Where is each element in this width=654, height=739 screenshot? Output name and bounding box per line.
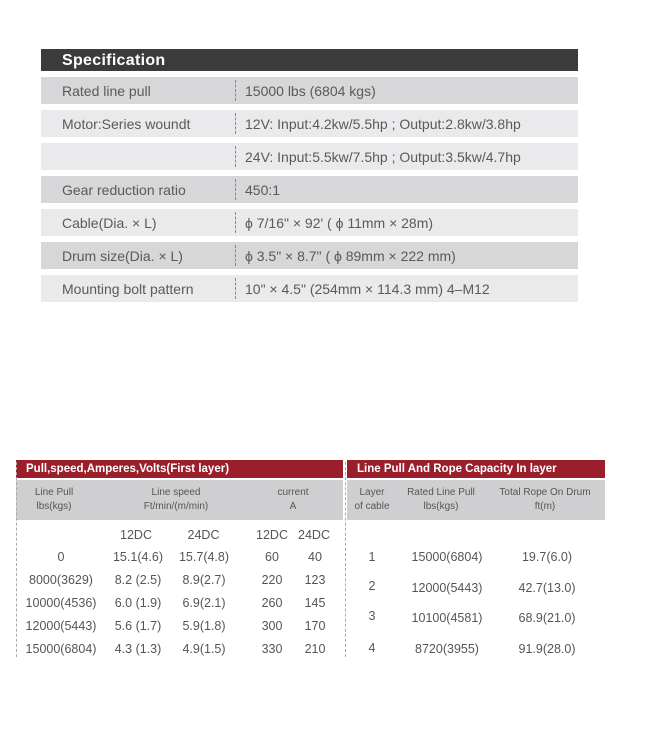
table-cell: 91.9(28.0) — [518, 642, 576, 656]
pull-table-header — [16, 480, 343, 520]
header-rated-unit: lbs(kgs) — [423, 501, 459, 512]
table-cell: 60 — [265, 550, 279, 564]
table-cell: 42.7(13.0) — [518, 581, 576, 595]
table-cell: 123 — [304, 573, 326, 587]
header-current-unit: A — [289, 501, 297, 512]
spec-label: Cable(Dia. × L) — [62, 215, 157, 231]
table-cell: 40 — [308, 550, 322, 564]
spec-value: 24V: Input:5.5kw/7.5hp ; Output:3.5kw/4.7hp — [245, 149, 521, 165]
table-cell: 8.9(2.7) — [182, 573, 226, 587]
header-total-unit: ft(m) — [534, 501, 556, 512]
table-cell: 12000(5443) — [25, 619, 97, 633]
table-cell: 260 — [261, 596, 283, 610]
table-cell: 5.9(1.8) — [182, 619, 226, 633]
header-line-speed: Line speed — [151, 487, 201, 498]
spec-divider — [235, 212, 236, 233]
spec-divider — [235, 80, 236, 101]
header-total-rope: Total Rope On Drum — [499, 487, 591, 498]
table-cell: 6.9(2.1) — [182, 596, 226, 610]
left-dashed-border — [16, 462, 17, 657]
spec-row-gear-ratio — [41, 176, 578, 203]
spec-value: ϕ 7/16" × 92' ( ϕ 11mm × 28m) — [245, 215, 434, 231]
spec-label: Rated line pull — [62, 83, 151, 99]
table-cell: 3 — [368, 609, 376, 623]
rope-table-header — [347, 480, 605, 520]
pull-table-body — [16, 520, 343, 660]
spec-row-cable — [41, 209, 578, 236]
middle-dashed-border — [345, 462, 346, 657]
spec-value: 450:1 — [245, 182, 281, 198]
header-line-pull: Line Pull — [34, 487, 74, 498]
spec-row-motor-12v — [41, 110, 578, 137]
spec-divider — [235, 179, 236, 200]
table-cell: 15.7(4.8) — [178, 550, 230, 564]
specification-table — [41, 49, 578, 302]
spec-value: 10" × 4.5" (254mm × 114.3 mm) 4–M12 — [245, 281, 490, 297]
table-cell: 210 — [304, 642, 326, 656]
table-cell: 0 — [57, 550, 65, 564]
table-cell: 8.2 (2.5) — [114, 573, 162, 587]
header-layer: Layer — [359, 487, 385, 498]
header-line-speed-unit: Ft/min/(m/min) — [143, 501, 209, 512]
table-cell: 12000(5443) — [411, 581, 483, 595]
table-cell: 220 — [261, 573, 283, 587]
spec-label: Motor:Series woundt — [62, 116, 191, 132]
table-cell: 4.9(1.5) — [182, 642, 226, 656]
table-cell: 145 — [304, 596, 326, 610]
header-line-pull-unit: lbs(kgs) — [36, 501, 72, 512]
spec-title: Specification — [41, 49, 578, 71]
spec-row-rated-line-pull — [41, 77, 578, 104]
pull-speed-table — [16, 460, 343, 660]
table-cell: 15.1(4.6) — [112, 550, 164, 564]
table-cell: 10000(4536) — [25, 596, 97, 610]
spec-divider — [235, 113, 236, 134]
spec-value: 15000 lbs (6804 kgs) — [245, 83, 376, 99]
spec-value: ϕ 3.5" × 8.7" ( ϕ 89mm × 222 mm) — [245, 248, 456, 264]
table-cell: 1 — [368, 550, 376, 564]
subheader-12dc-current: 12DC — [256, 528, 288, 542]
spec-label: Drum size(Dia. × L) — [62, 248, 183, 264]
spec-row-motor-24v — [41, 143, 578, 170]
pull-table-title: Pull,speed,Amperes,Volts(First layer) — [16, 460, 343, 478]
table-cell: 6.0 (1.9) — [114, 596, 162, 610]
subheader-24dc-speed: 24DC — [187, 528, 220, 542]
spec-divider — [235, 146, 236, 167]
rope-table-title: Line Pull And Rope Capacity In layer — [347, 460, 605, 478]
spec-divider — [235, 278, 236, 299]
subheader-24dc-current: 24DC — [298, 528, 330, 542]
table-cell: 15000(6804) — [411, 550, 483, 564]
spec-divider — [235, 245, 236, 266]
table-cell: 5.6 (1.7) — [114, 619, 162, 633]
header-layer-unit: of cable — [354, 501, 390, 512]
spec-label: Gear reduction ratio — [62, 182, 186, 198]
table-cell: 4 — [368, 641, 376, 655]
table-cell: 330 — [261, 642, 283, 656]
table-cell: 19.7(6.0) — [521, 550, 573, 564]
table-cell: 8000(3629) — [29, 573, 93, 587]
table-cell: 300 — [261, 619, 283, 633]
spec-row-drum-size — [41, 242, 578, 269]
table-cell: 170 — [304, 619, 326, 633]
table-cell: 4.3 (1.3) — [114, 642, 162, 656]
table-cell: 68.9(21.0) — [518, 611, 576, 625]
table-cell: 15000(6804) — [25, 642, 97, 656]
spec-label: Mounting bolt pattern — [62, 281, 194, 297]
subheader-12dc-speed: 12DC — [120, 528, 152, 542]
rope-table-body — [347, 520, 605, 660]
rope-capacity-table — [347, 460, 605, 660]
table-cell: 8720(3955) — [415, 642, 479, 656]
spec-row-mounting-bolt — [41, 275, 578, 302]
header-rated-line-pull: Rated Line Pull — [407, 487, 475, 498]
table-cell: 2 — [368, 579, 376, 593]
header-current: current — [277, 487, 309, 498]
spec-value: 12V: Input:4.2kw/5.5hp ; Output:2.8kw/3.8hp — [245, 116, 521, 132]
table-cell: 10100(4581) — [411, 611, 483, 625]
